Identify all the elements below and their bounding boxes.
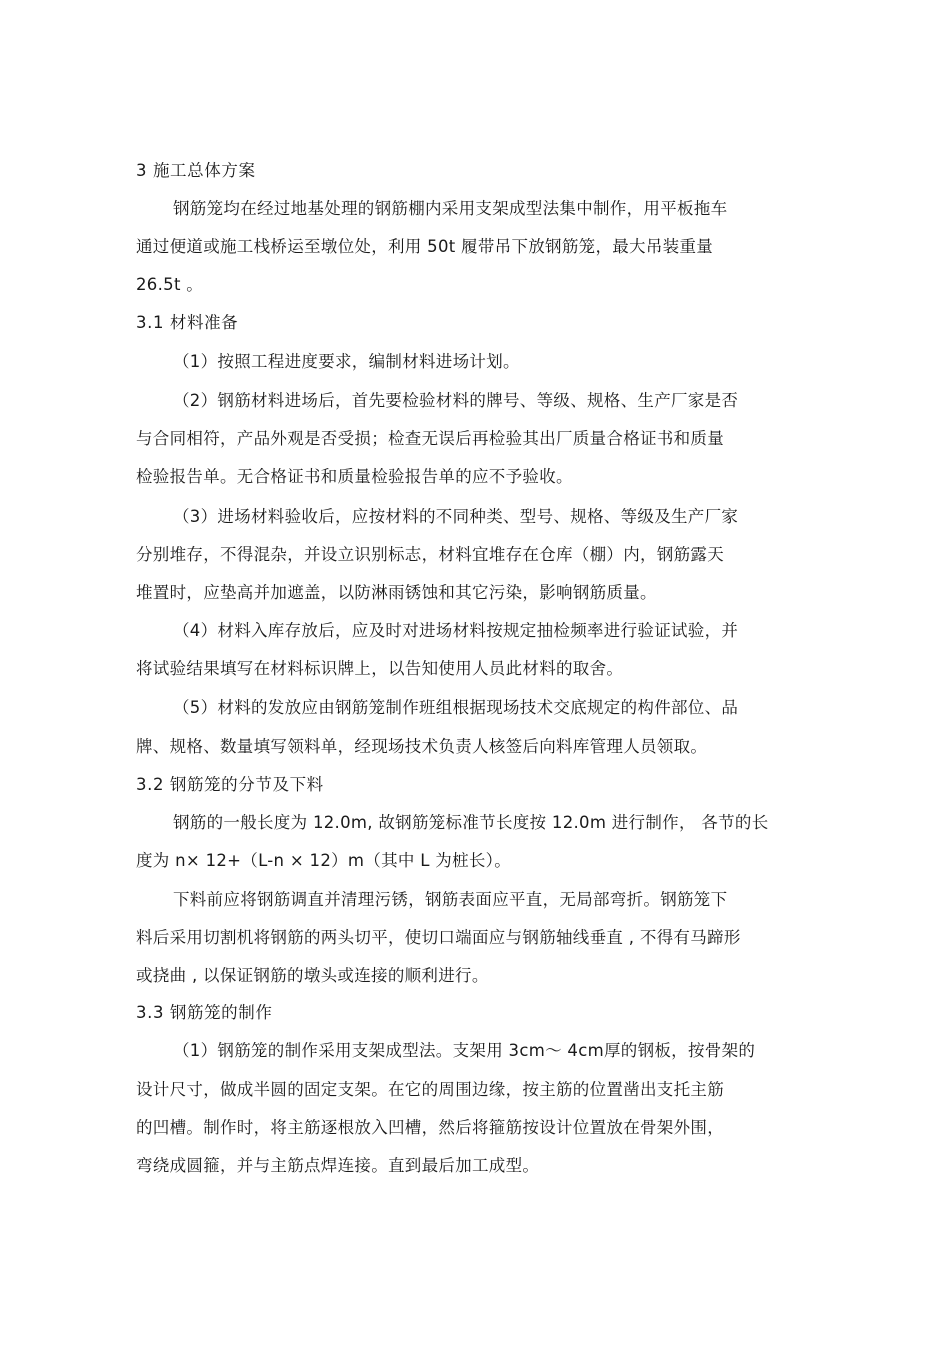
section-heading: 3.2 钢筋笼的分节及下料	[136, 775, 324, 794]
paragraph-line: （1）钢筋笼的制作采用支架成型法。支架用 3cm～ 4cm厚的钢板，按骨架的	[173, 1041, 756, 1060]
paragraph-line: 分别堆存，不得混杂，并设立识别标志，材料宜堆存在仓库（棚）内，钢筋露天	[136, 545, 724, 564]
paragraph-line: 检验报告单。无合格证书和质量检验报告单的应不予验收。	[136, 467, 573, 486]
paragraph-line: 料后采用切割机将钢筋的两头切平，使切口端面应与钢筋轴线垂直 , 不得有马蹄形	[136, 928, 741, 947]
paragraph-line: 度为 n× 12+（L-n × 12）m（其中 L 为桩长）。	[136, 851, 512, 870]
paragraph-line: 26.5t 。	[136, 275, 204, 294]
paragraph-line: 的凹槽。制作时，将主筋逐根放入凹槽，然后将箍筋按设计位置放在骨架外围，	[136, 1118, 724, 1137]
section-heading: 3 施工总体方案	[136, 161, 256, 180]
paragraph-line: （2）钢筋材料进场后，首先要检验材料的牌号、等级、规格、生产厂家是否	[173, 391, 739, 410]
paragraph-line: （1）按照工程进度要求，编制材料进场计划。	[173, 352, 520, 371]
paragraph-line: （3）进场材料验收后，应按材料的不同种类、型号、规格、等级及生产厂家	[173, 507, 739, 526]
paragraph-line: 钢筋笼均在经过地基处理的钢筋棚内采用支架成型法集中制作，用平板拖车	[173, 199, 728, 218]
paragraph-line: 与合同相符，产品外观是否受损；检查无误后再检验其出厂质量合格证书和质量	[136, 429, 724, 448]
paragraph-line: 堆置时，应垫高并加遮盖，以防淋雨锈蚀和其它污染，影响钢筋质量。	[136, 583, 657, 602]
paragraph-line: 弯绕成圆箍，并与主筋点焊连接。直到最后加工成型。	[136, 1156, 540, 1175]
paragraph-line: 或挠曲 , 以保证钢筋的墩头或连接的顺利进行。	[136, 966, 489, 985]
paragraph-line: 通过便道或施工栈桥运至墩位处，利用 50t 履带吊下放钢筋笼，最大吊装重量	[136, 237, 714, 256]
section-heading: 3.1 材料准备	[136, 313, 239, 332]
paragraph-line: 下料前应将钢筋调直并清理污锈，钢筋表面应平直，无局部弯折。钢筋笼下	[173, 890, 728, 909]
paragraph-line: 牌、规格、数量填写领料单，经现场技术负责人核签后向料库管理人员领取。	[136, 737, 708, 756]
paragraph-line: （4）材料入库存放后，应及时对进场材料按规定抽检频率进行验证试验，并	[173, 621, 739, 640]
paragraph-line: 钢筋的一般长度为 12.0m, 故钢筋笼标准节长度按 12.0m 进行制作， 各节的长	[173, 813, 769, 832]
paragraph-line: （5）材料的发放应由钢筋笼制作班组根据现场技术交底规定的构件部位、品	[173, 698, 739, 717]
paragraph-line: 设计尺寸，做成半圆的固定支架。在它的周围边缘，按主筋的位置凿出支托主筋	[136, 1080, 724, 1099]
section-heading: 3.3 钢筋笼的制作	[136, 1003, 273, 1022]
paragraph-line: 将试验结果填写在材料标识牌上，以告知使用人员此材料的取舍。	[136, 659, 624, 678]
